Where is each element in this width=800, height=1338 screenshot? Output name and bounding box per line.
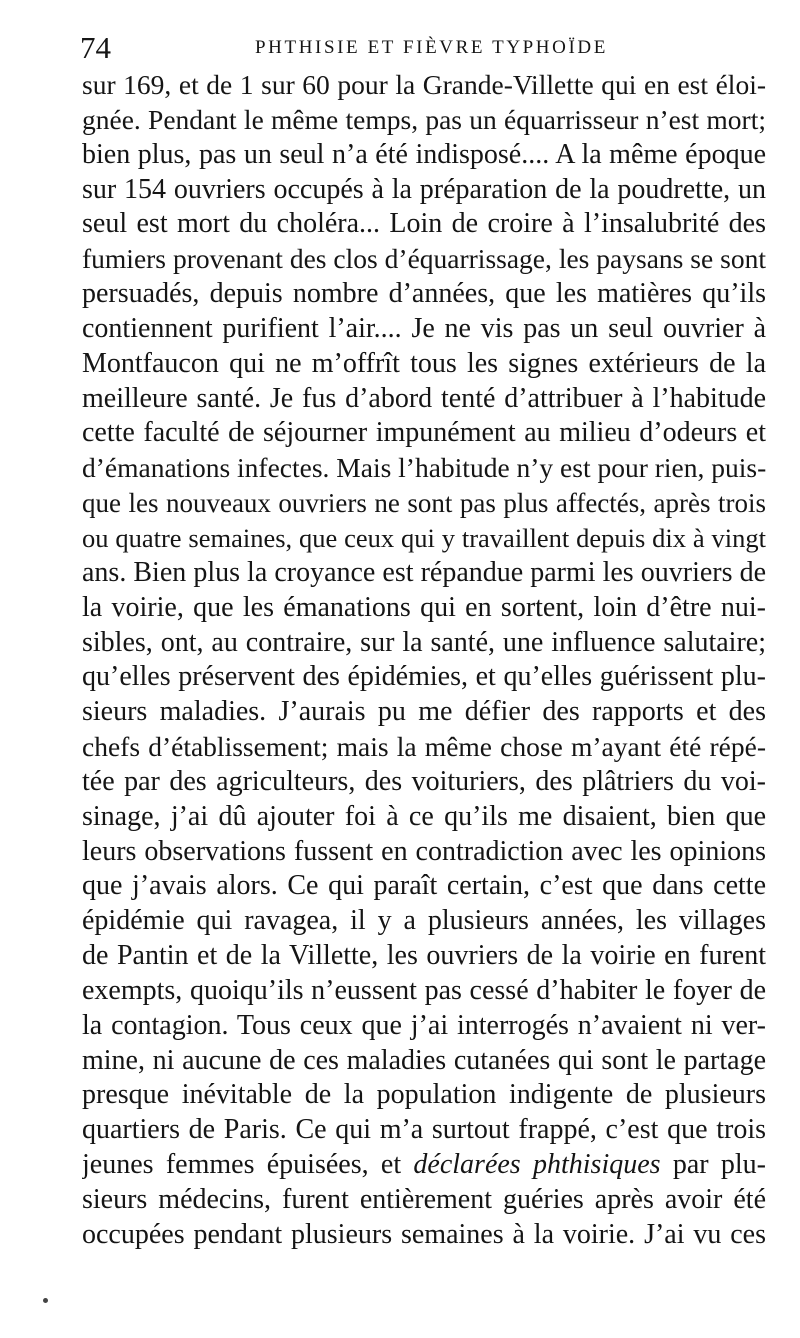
ink-speck — [43, 1298, 48, 1303]
text-line: que j’avais alors. Ce qui paraît certain, c’est que dans cette — [82, 870, 766, 902]
text-line: Montfaucon qui ne m’offrît tous les signes extérieurs de la — [82, 347, 766, 379]
text-line: meilleure santé. Je fus d’abord tenté d’attribuer à l’habitude — [82, 382, 766, 414]
text-line: sieurs médecins, furent entièrement guéries après avoir été — [82, 1184, 766, 1215]
text-line: tée par des agriculteurs, des voituriers, des plâtriers du voi- — [82, 765, 766, 797]
text-line: qu’elles préservent des épidémies, et qu’elles guérissent plu- — [82, 661, 766, 693]
text-line: sur 154 ouvriers occupés à la préparation de la poudrette, un — [82, 173, 766, 205]
text-line: occupées pendant plusieurs semaines à la voirie. J’ai vu ces — [82, 1218, 766, 1250]
text-segment: par plu- — [660, 1149, 766, 1181]
text-line: cette faculté de séjourner impunément au milieu d’odeurs et — [82, 417, 766, 449]
text-line: gnée. Pendant le même temps, pas un équarrisseur n’est mort; — [82, 103, 766, 135]
text-line: seul est mort du choléra... Loin de croire à l’insalubrité des — [82, 208, 766, 240]
text-line: la contagion. Tous ceux que j’ai interrogés n’avaient ni ver- — [82, 1009, 766, 1041]
page-header — [80, 28, 760, 68]
running-title: PHTHISIE ET FIÈVRE TYPHOÏDE — [255, 37, 608, 58]
text-line: chefs d’établissement; mais la même chose m’ayant été répé- — [82, 731, 766, 763]
text-line: d’émanations infectes. Mais l’habitude n’y est pour rien, puis- — [82, 452, 766, 484]
text-line: sinage, j’ai dû ajouter foi à ce qu’ils me disaient, bien que — [82, 800, 766, 832]
text-line: la voirie, que les émanations qui en sortent, loin d’être nui- — [82, 591, 766, 623]
text-line: persuadés, depuis nombre d’années, que les matières qu’ils — [82, 278, 766, 310]
text-line: de Pantin et de la Villette, les ouvriers de la voirie en furent — [82, 940, 766, 972]
text-line: sur 169, et de 1 sur 60 pour la Grande-Villette qui en est éloi- — [82, 69, 766, 100]
text-segment: jeunes femmes épuisées, et — [82, 1149, 414, 1181]
body-text — [82, 68, 766, 1253]
text-line: ou quatre semaines, que ceux qui y travaillent depuis dix à vingt — [82, 522, 766, 553]
text-line: mine, ni aucune de ces maladies cutanées qui sont le partage — [82, 1044, 766, 1076]
text-line: ans. Bien plus la croyance est répandue parmi les ouvriers de — [82, 556, 766, 588]
text-line: quartiers de Paris. Ce qui m’a surtout frappé, c’est que trois — [82, 1114, 766, 1146]
text-line: sibles, ont, au contraire, sur la santé, une influence salutaire; — [82, 626, 766, 658]
text-line: que les nouveaux ouvriers ne sont pas plus affectés, après trois — [82, 488, 766, 519]
text-line: presque inévitable de la population indigente de plusieurs — [82, 1079, 766, 1111]
text-line: exempts, quoiqu’ils n’eussent pas cessé d’habiter le foyer de — [82, 974, 766, 1006]
emphasized-phrase: déclarées phthisiques — [413, 1149, 661, 1181]
text-line: bien plus, pas un seul n’a été indisposé.... A la même époque — [82, 138, 766, 170]
text-line: sieurs maladies. J’aurais pu me défier des rapports et des — [82, 696, 766, 728]
text-line: contiennent purifient l’air.... Je ne vis pas un seul ouvrier à — [82, 312, 766, 344]
text-line — [82, 1148, 766, 1183]
text-line: fumiers provenant des clos d’équarrissage, les paysans se sont — [82, 243, 766, 275]
page-number: 74 — [80, 30, 111, 65]
text-line: épidémie qui ravagea, il y a plusieurs années, les villages — [82, 905, 766, 937]
text-line: leurs observations fussent en contradiction avec les opinions — [82, 835, 766, 867]
